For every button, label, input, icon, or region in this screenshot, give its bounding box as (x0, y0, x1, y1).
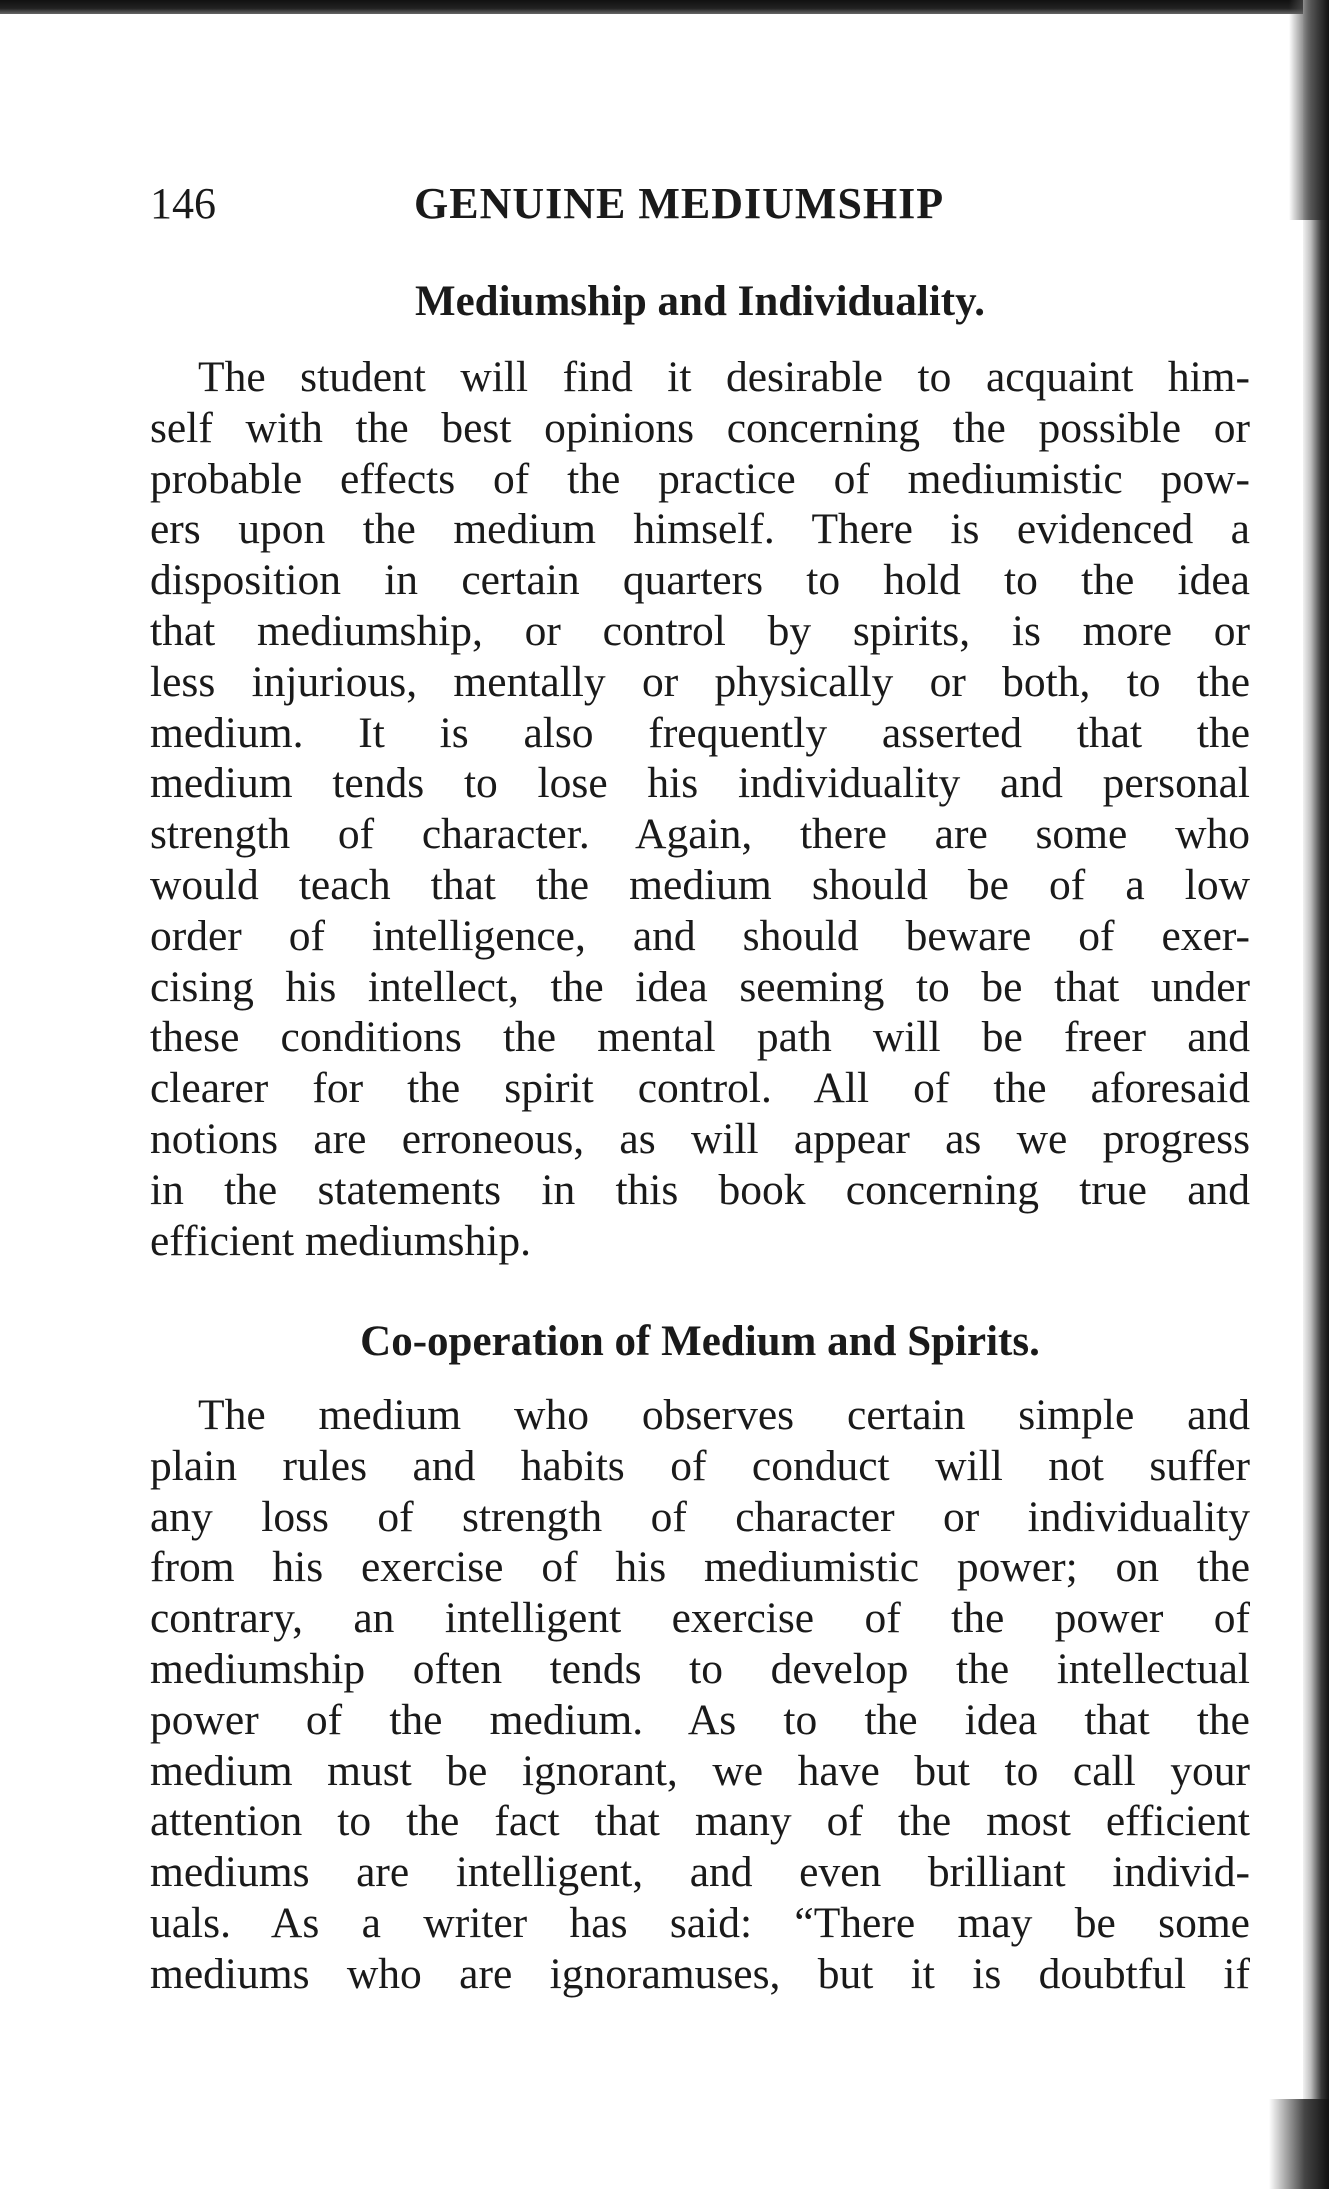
scan-edge-right (1303, 0, 1329, 2189)
text-line: that mediumship, or control by spirits, is more or (150, 606, 1250, 655)
text-line: plain rules and habits of conduct will not suffer (150, 1441, 1250, 1490)
text-line: uals. As a writer has said: “There may be some (150, 1898, 1250, 1947)
text-line: efficient mediumship. (150, 1216, 531, 1265)
text-line: any loss of strength of character or individuality (150, 1492, 1250, 1541)
section-paragraph-individuality (150, 352, 1250, 1266)
text-line: medium tends to lose his individuality and personal (150, 759, 1250, 808)
text-line: from his exercise of his mediumistic power; on the (150, 1543, 1250, 1592)
text-line: attention to the fact that many of the most efficient (150, 1797, 1250, 1846)
text-line: The medium who observes certain simple and (198, 1391, 1250, 1439)
text-line: notions are erroneous, as will appear as we progress (150, 1114, 1250, 1163)
book-title: GENUINE MEDIUMSHIP (414, 179, 945, 228)
text-line: The student will find it desirable to acquaint him- (198, 353, 1250, 401)
text-line: these conditions the mental path will be freer and (150, 1013, 1250, 1062)
text-line: mediums are intelligent, and even brilliant individ- (150, 1848, 1250, 1897)
text-line: mediumship often tends to develop the intellectual (150, 1644, 1250, 1693)
text-line: strength of character. Again, there are some who (150, 810, 1250, 859)
text-line: power of the medium. As to the idea that the (150, 1695, 1250, 1744)
text-line: less injurious, mentally or physically or both, to the (150, 657, 1250, 706)
text-line: disposition in certain quarters to hold to the idea (150, 556, 1250, 605)
text-line: would teach that the medium should be of a low (150, 860, 1250, 909)
text-line: order of intelligence, and should beware of exer- (150, 911, 1250, 960)
text-line: mediums who are ignoramuses, but it is doubtful if (150, 1949, 1250, 1998)
text-line: self with the best opinions concerning the possible or (150, 403, 1250, 452)
text-line: medium must be ignorant, we have but to call your (150, 1746, 1250, 1795)
scan-edge-right-shadow-top (1289, 0, 1329, 220)
text-line: medium. It is also frequently asserted that the (150, 708, 1250, 757)
text-line: ers upon the medium himself. There is evidenced a (150, 505, 1250, 554)
section-heading-individuality: Mediumship and Individuality. (415, 278, 985, 325)
page-number: 146 (150, 179, 216, 228)
text-line: in the statements in this book concerning true and (150, 1165, 1250, 1214)
section-heading-cooperation: Co-operation of Medium and Spirits. (360, 1318, 1040, 1365)
scan-edge-top (0, 0, 1329, 14)
section-paragraph-cooperation (150, 1390, 1250, 2000)
text-line: clearer for the spirit control. All of the aforesaid (150, 1064, 1250, 1113)
scan-edge-right-shadow-bottom (1269, 2099, 1329, 2189)
text-line: probable effects of the practice of mediumistic pow- (150, 454, 1250, 503)
running-head (150, 178, 1250, 238)
text-line: cising his intellect, the idea seeming to be that under (150, 962, 1250, 1011)
text-line: contrary, an intelligent exercise of the power of (150, 1594, 1250, 1643)
